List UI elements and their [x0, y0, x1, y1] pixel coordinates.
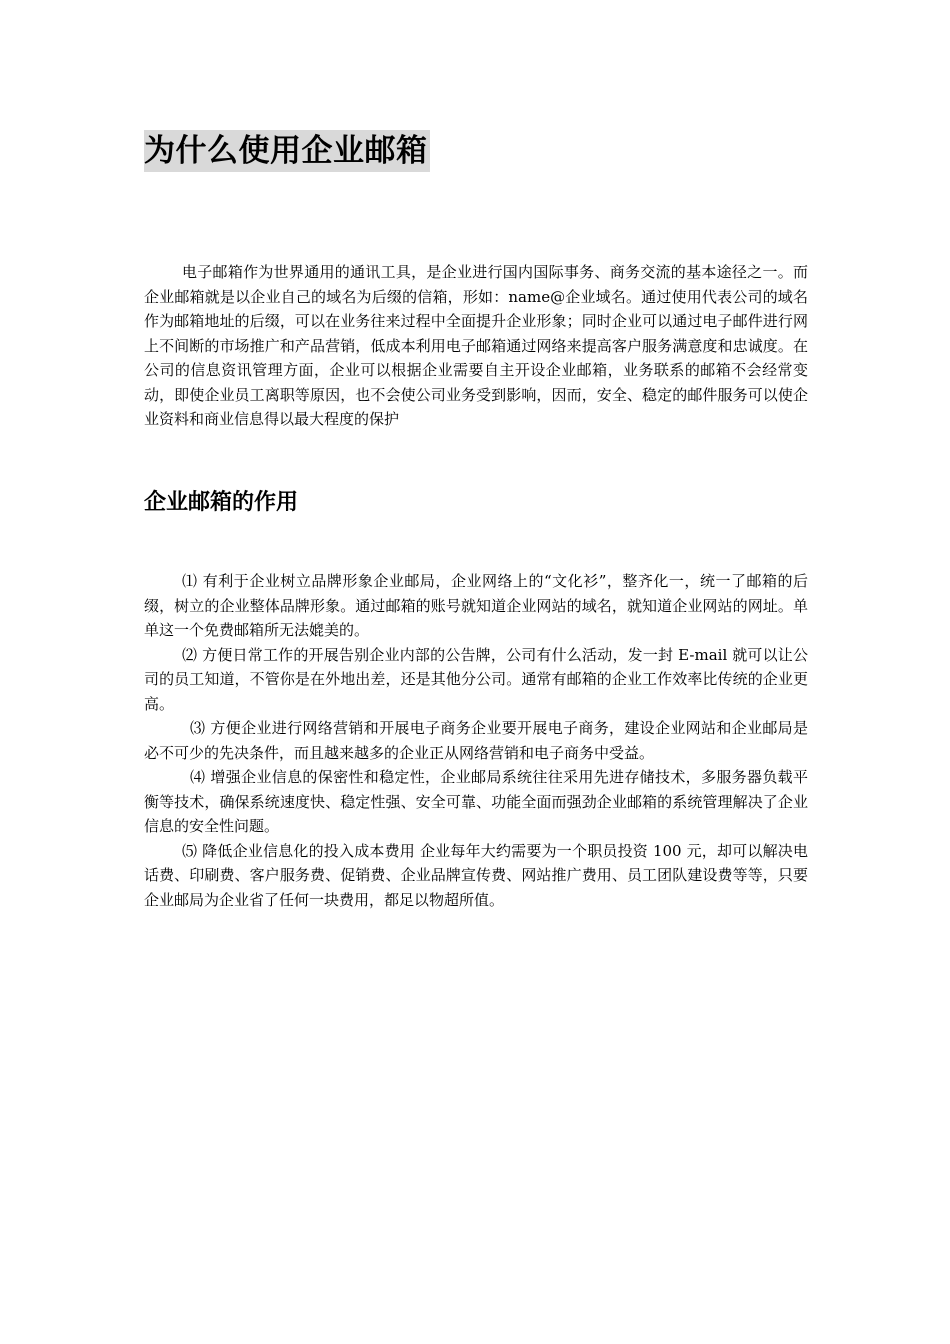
- benefit-item-2: ⑵ 方便日常工作的开展告别企业内部的公告牌，公司有什么活动，发一封 E-mail 就可以让公司的员工知道，不管你是在外地出差，还是其他分公司。通常有邮箱的企业工作效率比传统的企业更高。: [144, 645, 808, 713]
- page-title: 为什么使用企业邮箱: [144, 130, 430, 172]
- benefit-item-3: ⑶ 方便企业进行网络营销和开展电子商务企业要开展电子商务，建设企业网站和企业邮局是必不可少的先决条件，而且越来越多的企业正从网络营销和电子商务中受益。: [144, 719, 808, 762]
- section-title: 企业邮箱的作用: [144, 490, 299, 515]
- intro-paragraph: 电子邮箱作为世界通用的通讯工具，是企业进行国内国际事务、商务交流的基本途径之一。而企业邮箱就是以企业自己的域名为后缀的信箱，形如：name@企业域名。通过使用代表公司的域名作为邮箱地址的后缀，可以在业务往来过程中全面提升企业形象；同时企业可以通过电子邮件进行网上不间断的市场推广和产品营销，低成本利用电子邮箱通过网络来提高客户服务满意度和忠诚度。在公司的信息资讯管理方面，企业可以根据企业需要自主开设企业邮箱，业务联系的邮箱不会经常变动，即使企业员工离职等原因，也不会使公司业务受到影响，因而，安全、稳定的邮件服务可以使企业资料和商业信息得以最大程度的保护: [144, 263, 808, 428]
- benefit-item-4: ⑷ 增强企业信息的保密性和稳定性，企业邮局系统往往采用先进存储技术，多服务器负载平衡等技术，确保系统速度快、稳定性强、安全可靠、功能全面而强劲企业邮箱的系统管理解决了企业信息的安全性问题。: [144, 768, 808, 835]
- benefit-item-1: ⑴ 有利于企业树立品牌形象企业邮局，企业网络上的“文化衫”，整齐化一，统一了邮箱的后缀，树立的企业整体品牌形象。通过邮箱的账号就知道企业网站的域名，就知道企业网站的网址。单单这一个免费邮箱所无法媲美的。: [144, 572, 808, 639]
- benefits-list: [144, 569, 808, 912]
- benefit-item-5: ⑸ 降低企业信息化的投入成本费用 企业每年大约需要为一个职员投资 100 元，却可以解决电话费、印刷费、客户服务费、促销费、企业品牌宣传费、网站推广费用、员工团队建设费等等，只要企业邮局为企业省了任何一块费用，都足以物超所值。: [144, 841, 808, 909]
